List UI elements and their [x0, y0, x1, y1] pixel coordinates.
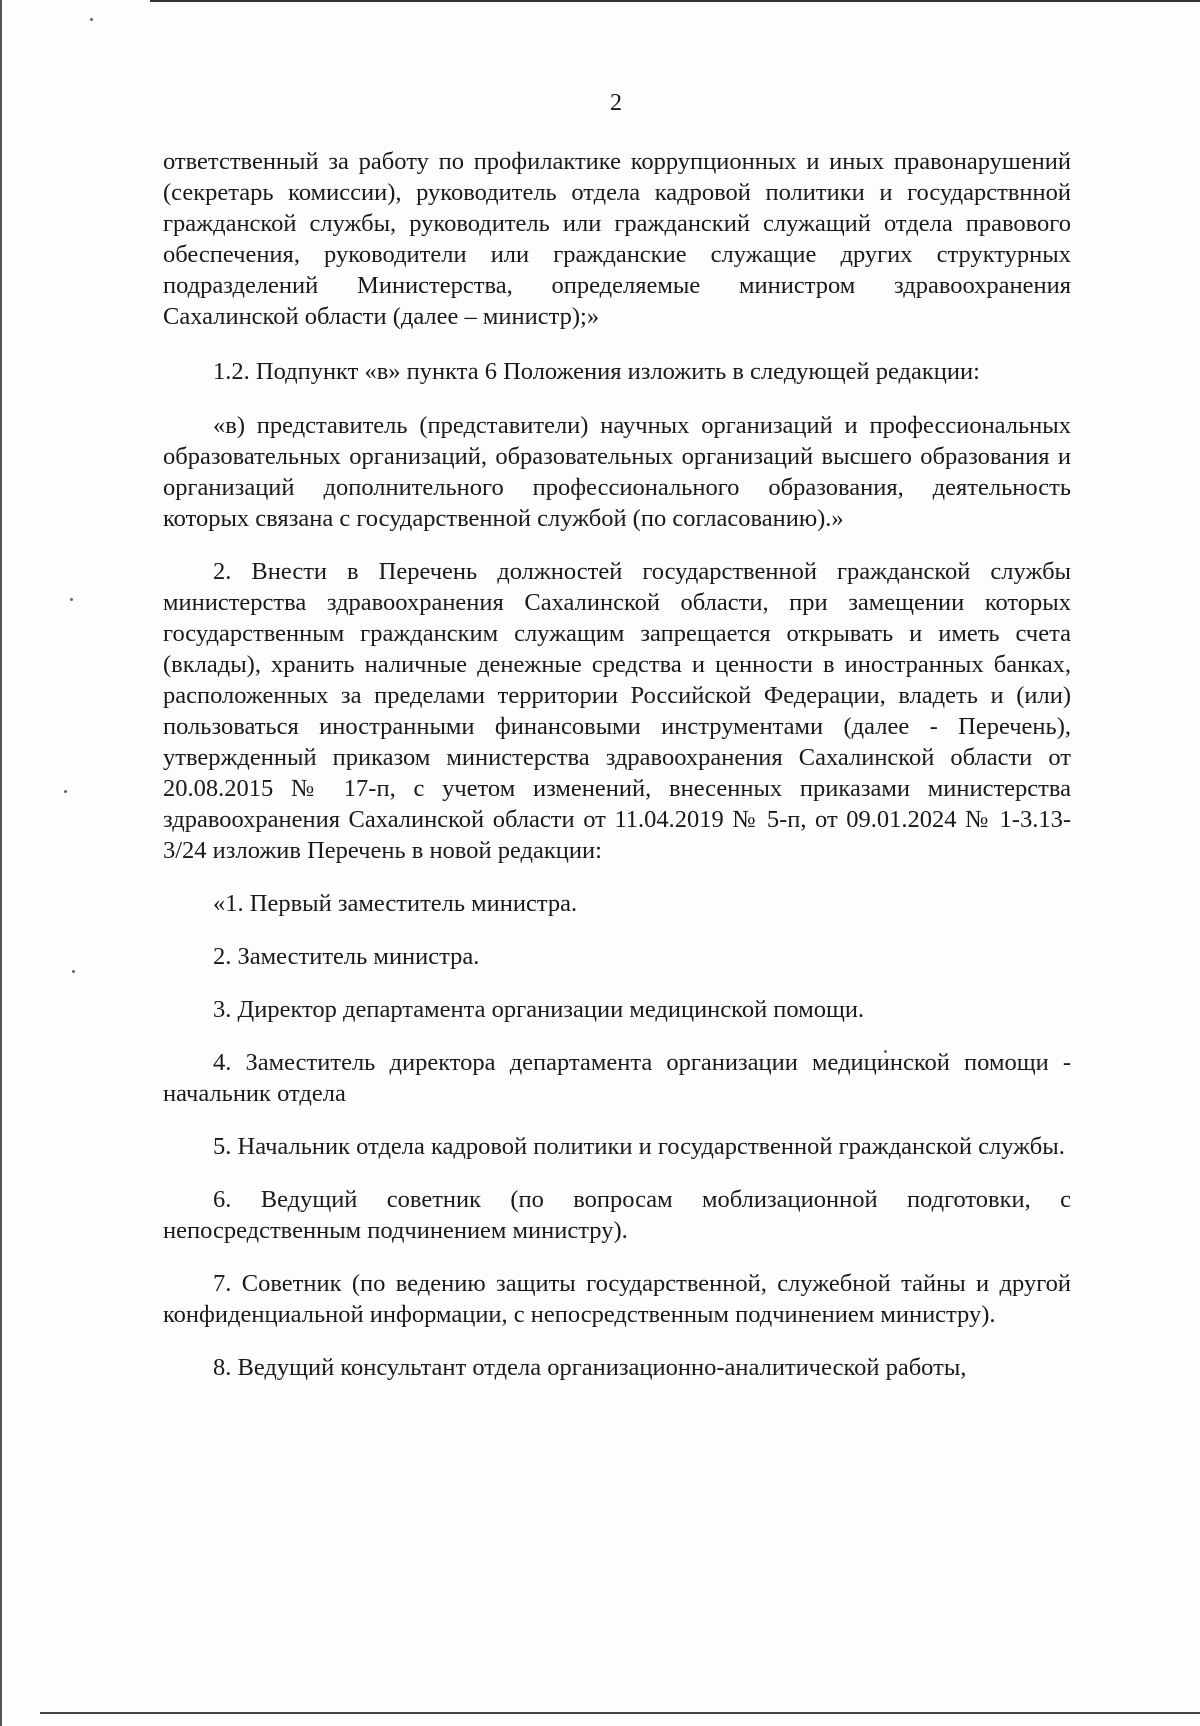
list-item-5: 5. Начальник отдела кадровой политики и государственной гражданской службы.: [213, 1133, 1065, 1160]
list-item-3: 3. Директор департамента организации медицинской помощи.: [213, 996, 865, 1023]
scan-speck: [90, 18, 93, 21]
document-body: [163, 146, 1071, 1383]
paragraph-1-2: 1.2. Подпункт «в» пункта 6 Положения изложить в следующей редакции:: [213, 358, 980, 385]
paragraph-2: 2. Внести в Перечень должностей государственной гражданской службы министерства здравоохранения Сахалинской области, при замещении которых государственным гражданским служащим запрещается открывать и иметь счета (вклады), хранить наличные денежные средства и ценности в иностранных банках, расположенных за пределами территории Российской Федерации, владеть и (или) пользоваться иностранными финансовыми инструментами (далее - Перечень), утвержденный приказом министерства здравоохранения Сахалинской области от 20.08.2015 № 17-п, с учетом изменений, внесенных приказами министерства здравоохранения Сахалинской области от 11.04.2019 № 5-п, от 09.01.2024 № 1-3.13-3/24 изложив Перечень в новой редакции:: [163, 558, 1071, 864]
scan-speck: [70, 598, 73, 601]
list-item-2: 2. Заместитель министра.: [213, 943, 480, 970]
scan-edge-top: [150, 0, 1200, 2]
list-item-8: 8. Ведущий консультант отдела организационно-аналитической работы,: [213, 1354, 967, 1381]
page-number: 2: [610, 90, 622, 116]
paragraph-subpoint-v: «в) представитель (представители) научных организаций и профессиональных образовательных организаций, образовательных организаций высшего образования и организаций дополнительного профессионального образования, деятельность которых связана с государственной службой (по согласованию).»: [163, 412, 1071, 532]
list-item-1: «1. Первый заместитель министра.: [213, 890, 578, 917]
paragraph-continuation: ответственный за работу по профилактике коррупционных и иных правонарушений (секретарь комиссии), руководитель отдела кадровой политики и государствнной гражданской службы, руководитель или гражданский служащий отдела правового обеспечения, руководители или гражданские служащие других структурных подразделений Министерства, определяемые министром здравоохранения Сахалинской области (далее – министр);»: [163, 148, 1071, 330]
list-item-7: 7. Советник (по ведению защиты государственной, служебной тайны и другой конфиденциальной информации, с непосредственным подчинением министру).: [163, 1270, 1071, 1328]
list-item-4: 4. Заместитель директора департамента организации медицинской помощи - начальник отдела: [163, 1049, 1071, 1107]
scan-edge-bottom: [40, 1712, 1200, 1714]
list-item-6: 6. Ведущий советник (по вопросам моблизационной подготовки, с непосредственным подчинением министру).: [163, 1186, 1071, 1244]
scan-edge-left: [0, 0, 2, 1726]
scan-speck: [64, 790, 67, 793]
scan-speck: [72, 970, 75, 973]
